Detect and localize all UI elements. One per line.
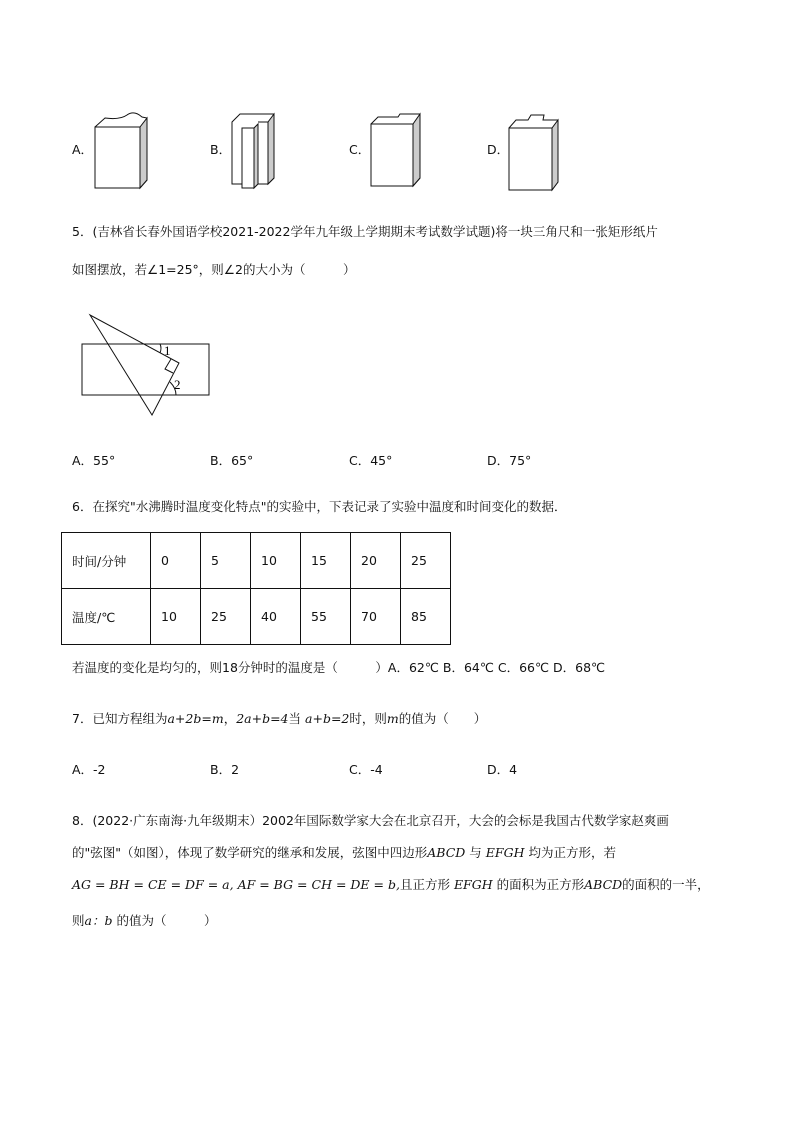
q7-option-b: B．2 — [210, 762, 240, 777]
table-cell: 85 — [401, 589, 451, 645]
q8-math: EFGH — [485, 845, 525, 860]
angle-1-label: 1 — [164, 343, 171, 358]
table-cell: 5 — [201, 533, 251, 589]
q7-option-d: D．4 — [487, 762, 518, 777]
q5-option-d: D．75° — [487, 453, 532, 468]
q8-line3 — [72, 875, 710, 893]
table-row — [62, 589, 451, 645]
q4-option-a: A． — [72, 142, 94, 157]
table-cell: 25 — [201, 589, 251, 645]
q7-question — [72, 709, 486, 727]
angle-2-label: 2 — [174, 377, 181, 392]
q6-intro: 6．在探究"水沸腾时温度变化特点"的实验中，下表记录了实验中温度和时间变化的数据． — [72, 499, 567, 514]
table-row — [62, 533, 451, 589]
q8-text: 均为正方形，若 — [528, 845, 616, 860]
q8-math: AG = BH = CE = DF = a, AF = BG = CH = DE = b, — [72, 877, 400, 892]
table-cell: 15 — [301, 533, 351, 589]
q7-variable: m — [386, 711, 399, 726]
q5-option-c: C．45° — [349, 453, 393, 468]
q6-data-table — [61, 532, 451, 645]
q8-text: 则 — [72, 913, 85, 928]
q4-figure-c — [368, 100, 424, 192]
table-cell: 温度/℃ — [62, 589, 151, 645]
q7-text: 时，则 — [349, 711, 387, 726]
q8-text: 的值为（ ） — [116, 913, 217, 928]
q8-text: 与 — [469, 845, 482, 860]
q5-option-b: B．65° — [210, 453, 254, 468]
q7-text: 的值为（ ） — [398, 711, 487, 726]
table-cell: 40 — [251, 589, 301, 645]
q6-question: 若温度的变化是均匀的，则18分钟时的温度是（ ）A．62℃ B．64℃ C．66℃ D．68℃ — [72, 660, 606, 675]
q5-line1: 5．(吉林省长春外国语学校2021-2022学年九年级上学期期末考试数学试题)将一块三角尺和一张矩形纸片 — [72, 224, 658, 239]
q4-figure-d — [506, 100, 564, 192]
q7-text: 当 — [288, 711, 302, 726]
table-cell: 10 — [251, 533, 301, 589]
q7-option-a: A．-2 — [72, 762, 106, 777]
q5-figure — [60, 300, 230, 425]
q8-text: 的"弦图"（如图），体现了数学研究的继承和发展，弦图中四边形 — [72, 845, 428, 860]
q4-option-b: B． — [210, 142, 232, 157]
q8-math: a：b — [84, 913, 113, 928]
q4-figure-a — [92, 100, 152, 192]
q4-option-c: C． — [349, 142, 371, 157]
q4-option-d: D． — [487, 142, 510, 157]
q8-line1: 8．(2022·广东南海·九年级期末）2002年国际数学家大会在北京召开，大会的会标是我国古代数学家赵爽画 — [72, 813, 669, 828]
q7-option-c: C．-4 — [349, 762, 383, 777]
q8-text: 的面积为正方形 — [496, 877, 585, 892]
q4-figure-b — [230, 100, 280, 192]
q8-math: ABCD — [584, 877, 623, 892]
q8-text: 的面积的一半， — [622, 877, 710, 892]
table-cell: 10 — [151, 589, 201, 645]
q5-line2: 如图摆放，若∠1=25°，则∠2的大小为（ ） — [72, 262, 356, 277]
q7-equation: 2a+b=4 — [236, 711, 289, 726]
q8-line2 — [72, 843, 616, 861]
q7-text: 7．已知方程组为 — [72, 711, 168, 726]
q5-option-a: A．55° — [72, 453, 116, 468]
q7-equation: a+b=2 — [305, 711, 350, 726]
q8-math: ABCD — [427, 845, 466, 860]
q7-equation: a+2b=m — [167, 711, 224, 726]
table-cell: 70 — [351, 589, 401, 645]
q7-text: ， — [223, 711, 237, 726]
table-cell: 20 — [351, 533, 401, 589]
q8-text: 且正方形 — [399, 877, 450, 892]
q8-math: EFGH — [453, 877, 493, 892]
q8-line4 — [72, 911, 216, 929]
table-cell: 55 — [301, 589, 351, 645]
table-cell: 时间/分钟 — [62, 533, 151, 589]
table-cell: 25 — [401, 533, 451, 589]
table-cell: 0 — [151, 533, 201, 589]
